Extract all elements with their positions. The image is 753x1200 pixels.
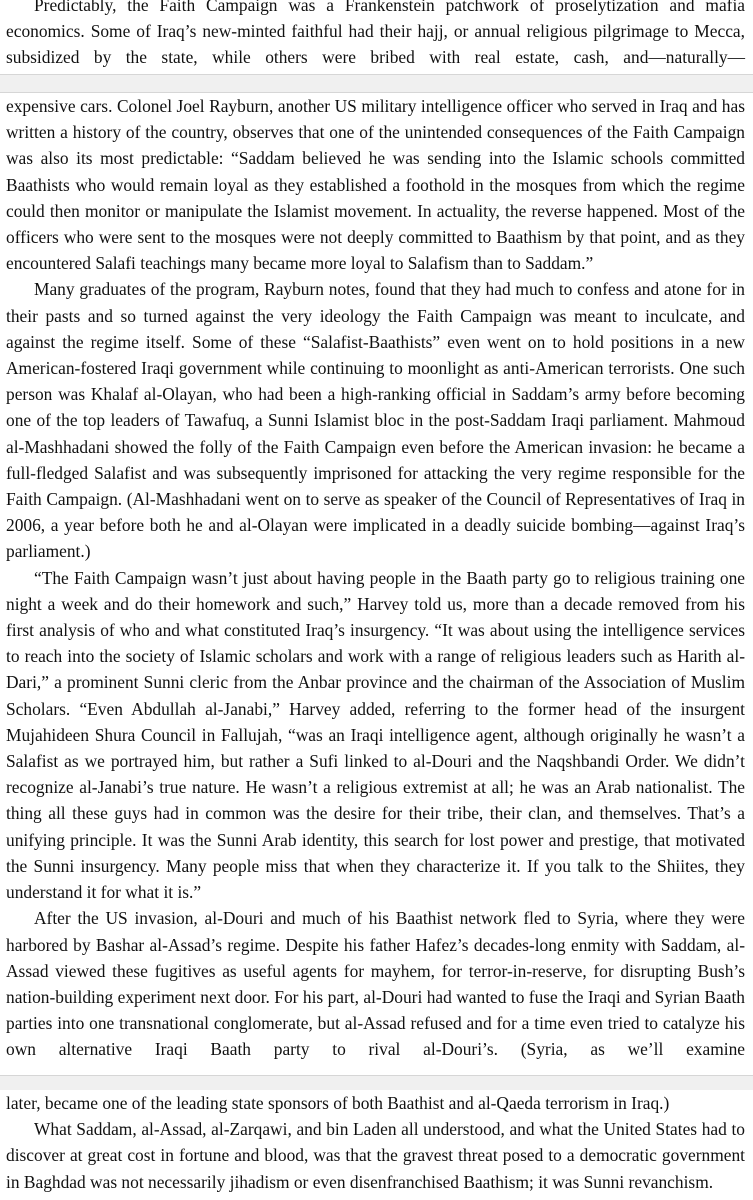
text-segment-bottom — [0, 1090, 753, 1200]
paragraph: Many graduates of the program, Rayburn notes, found that they had much to confess and atone for in their pasts and so turned against the very ideology the Faith Campaign was meant to inculcate, and against the regime itself. Some of these “Salafist-Baathists” even went on to hold positions in a new American-fostered Iraqi government while continuing to moonlight as anti-American terrorists. One such person was Khalaf al-Olayan, who had been a high-ranking official in Saddam’s army before becoming one of the top leaders of Tawafuq, a Sunni Islamist bloc in the post-Saddam Iraqi parliament. Mahmoud al-Mashhadani showed the folly of the Faith Campaign even before the American invasion: he became a full-fledged Salafist and was subsequently imprisoned for attacking the very regime responsible for the Faith Campaign. (Al-Mashhadani went on to serve as speaker of the Council of Representatives of Iraq in 2006, a year before both he and al-Olayan were implicated in a deadly suicide bombing—against Iraq’s parliament.) — [6, 279, 745, 562]
text-segment-top — [0, 0, 753, 74]
paragraph: Predictably, the Faith Campaign was a Frankenstein patchwork of proselytization and mafia economics. Some of Iraq’s new-minted faithful had their hajj, or annual religious pilgrimage to Mecca, subsidized by the state, while others were bribed with real estate, cash, and—naturally— — [6, 0, 745, 68]
paragraph: later, became one of the leading state sponsors of both Baathist and al-Qaeda terrorism in Iraq.) — [6, 1093, 670, 1113]
page-break-divider — [0, 1075, 753, 1091]
paragraph: expensive cars. Colonel Joel Rayburn, another US military intelligence officer who served in Iraq and has written a history of the country, observes that one of the unintended consequences of the Faith Campaign was also its most predictable: “Saddam believed he was sending into the Islamic schools committed Baathists who would remain loyal as they established a foothold in the mosques from which the regime could then monitor or manipulate the Islamist movement. In actuality, the reverse happened. Most of the officers who were sent to the mosques were not deeply committed to Baathism by that point, and as they encountered Salafi teachings many became more loyal to Salafism than to Saddam.” — [6, 96, 745, 274]
paragraph: After the US invasion, al-Douri and much of his Baathist network fled to Syria, where they were harbored by Bashar al-Assad’s regime. Despite his father Hafez’s decades-long enmity with Saddam, al-Assad viewed these fugitives as useful agents for mayhem, for terror-in-reserve, for disrupting Bush’s nation-building experiment next door. For his part, al-Douri had wanted to fuse the Iraqi and Syrian Baath parties into one transnational conglomerate, but al-Assad refused and for a time even tried to catalyze his own alternative Iraqi Baath party to rival al-Douri’s. (Syria, as we’ll examine — [6, 908, 745, 1060]
paragraph: What Saddam, al-Assad, al-Zarqawi, and bin Laden all understood, and what the United States had to discover at great cost in fortune and blood, was that the gravest threat posed to a democratic government in Baghdad was not necessarily jihadism or even disenfranchised Baathism; it was Sunni revanchism. — [6, 1119, 745, 1192]
page-break-divider — [0, 74, 753, 93]
text-segment-middle — [0, 93, 753, 1075]
paragraph: “The Faith Campaign wasn’t just about having people in the Baath party go to religious training one night a week and do their homework and such,” Harvey told us, more than a decade removed from his first analysis of who and what constituted Iraq’s insurgency. “It was about using the intelligence services to reach into the society of Islamic scholars and work with a range of religious leaders such as Harith al-Dari,” a prominent Sunni cleric from the Anbar province and the chairman of the Association of Muslim Scholars. “Even Abdullah al-Janabi,” Harvey added, referring to the former head of the insurgent Mujahideen Shura Council in Fallujah, “was an Iraqi intelligence agent, although originally he wasn’t a Salafist as we portrayed him, but rather a Sufi linked to al-Douri and the Naqshbandi Order. We didn’t recognize al-Janabi’s true nature. He wasn’t a religious extremist at all; he was an Arab nationalist. The thing all these guys had in common was the desire for their tribe, their clan, and themselves. That’s a unifying principle. It was the Sunni Arab identity, this search for lost power and prestige, that motivated the Sunni insurgency. Many people miss that when they characterize it. If you talk to the Shiites, they understand it for what it is.” — [6, 567, 745, 903]
